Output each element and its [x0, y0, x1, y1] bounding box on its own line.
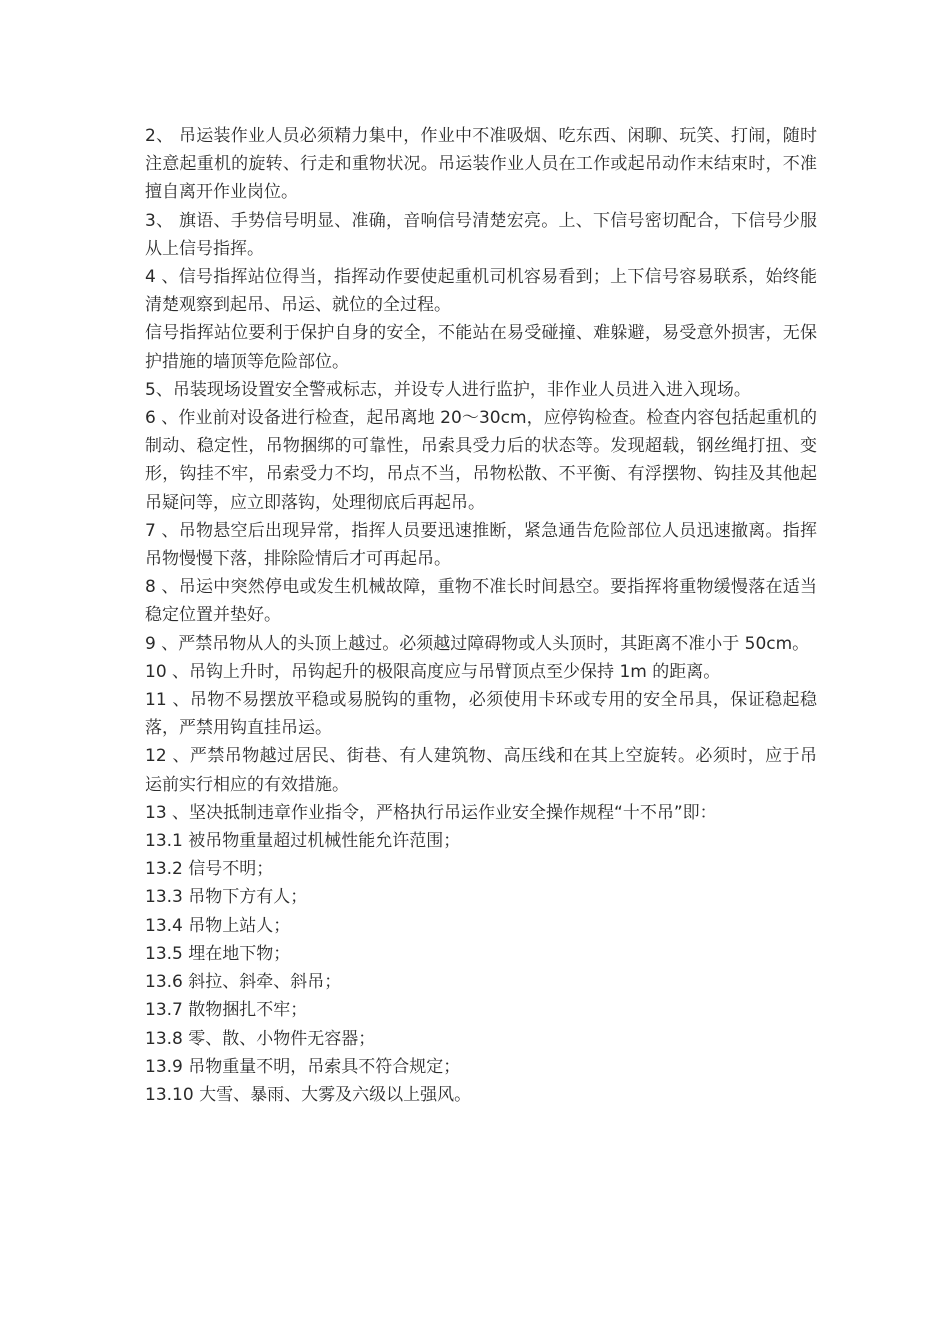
list-item-13-7: 13.7 散物捆扎不牢；	[145, 1000, 308, 1021]
paragraph-4-continued: 信号指挥站位要利于保护自身的安全，不能站在易受碰撞、难躲避，易受意外损害，无保护措施的墙顶等危险部位。	[145, 323, 817, 372]
list-item-13-1: 13.1 被吊物重量超过机械性能允许范围；	[145, 831, 461, 852]
paragraph-6: 6 、作业前对设备进行检查，起吊离地 20～30cm，应停钩检查。检查内容包括起重机的制动、稳定性，吊物捆绑的可靠性，吊索具受力后的状态等。发现超载，钢丝绳打扭、变形，钩挂不牢，吊索受力不均，吊点不当，吊物松散、不平衡、有浮摆物、钩挂及其他起吊疑问等，应立即落钩，处理彻底后再起吊。	[145, 408, 817, 513]
paragraph-7: 7 、吊物悬空后出现异常，指挥人员要迅速推断，紧急通告危险部位人员迅速撤离。指挥吊物慢慢下落，排除险情后才可再起吊。	[145, 520, 817, 570]
list-item-13-8: 13.8 零、散、小物件无容器；	[145, 1028, 376, 1049]
paragraph-4: 4 、信号指挥站位得当，指挥动作要使起重机司机容易看到；上下信号容易联系，始终能清楚观察到起吊、吊运、就位的全过程。	[145, 267, 817, 316]
list-item-13-10: 13.10 大雪、暴雨、大雾及六级以上强风。	[145, 1084, 472, 1105]
list-item-13-5: 13.5 埋在地下物；	[145, 943, 291, 964]
list-item-13-4: 13.4 吊物上站人；	[145, 915, 291, 936]
paragraph-2: 2、 吊运装作业人员必须精力集中，作业中不准吸烟、吃东西、闲聊、玩笑、打闹，随时注意起重机的旋转、行走和重物状况。吊运装作业人员在工作或起吊动作末结束时，不准擅自离开作业岗位。	[145, 126, 817, 203]
ten-no-lift-list	[145, 827, 817, 1109]
list-item-13-9: 13.9 吊物重量不明，吊索具不符合规定；	[145, 1056, 461, 1077]
paragraph-11: 11 、吊物不易摆放平稳或易脱钩的重物，必须使用卡环或专用的安全吊具，保证稳起稳落，严禁用钩直挂吊运。	[145, 690, 817, 739]
list-item-13-6: 13.6 斜拉、斜牵、斜吊；	[145, 972, 342, 993]
paragraph-5: 5、吊装现场设置安全警戒标志，并设专人进行监护，非作业人员进入进入现场。	[145, 379, 751, 400]
paragraph-8: 8 、吊运中突然停电或发生机械故障，重物不准长时间悬空。要指挥将重物缓慢落在适当稳定位置并垫好。	[145, 577, 817, 626]
paragraph-9: 9 、严禁吊物从人的头顶上越过。必须越过障碍物或人头顶时，其距离不准小于 50cm。	[145, 633, 810, 654]
list-item-13-2: 13.2 信号不明；	[145, 859, 274, 880]
list-item-13-3: 13.3 吊物下方有人；	[145, 887, 308, 908]
paragraph-12: 12 、严禁吊物越过居民、街巷、有人建筑物、高压线和在其上空旋转。必须时，应于吊运前实行相应的有效措施。	[145, 746, 817, 795]
paragraph-13: 13 、坚决抵制违章作业指令，严格执行吊运作业安全操作规程“十不吊”即：	[145, 802, 717, 823]
document-body	[145, 122, 817, 1109]
paragraph-3: 3、 旗语、手势信号明显、准确，音响信号清楚宏亮。上、下信号密切配合，下信号少服从上信号指挥。	[145, 210, 817, 259]
paragraph-10: 10 、吊钩上升时，吊钩起升的极限高度应与吊臂顶点至少保持 1m 的距离。	[145, 661, 721, 682]
